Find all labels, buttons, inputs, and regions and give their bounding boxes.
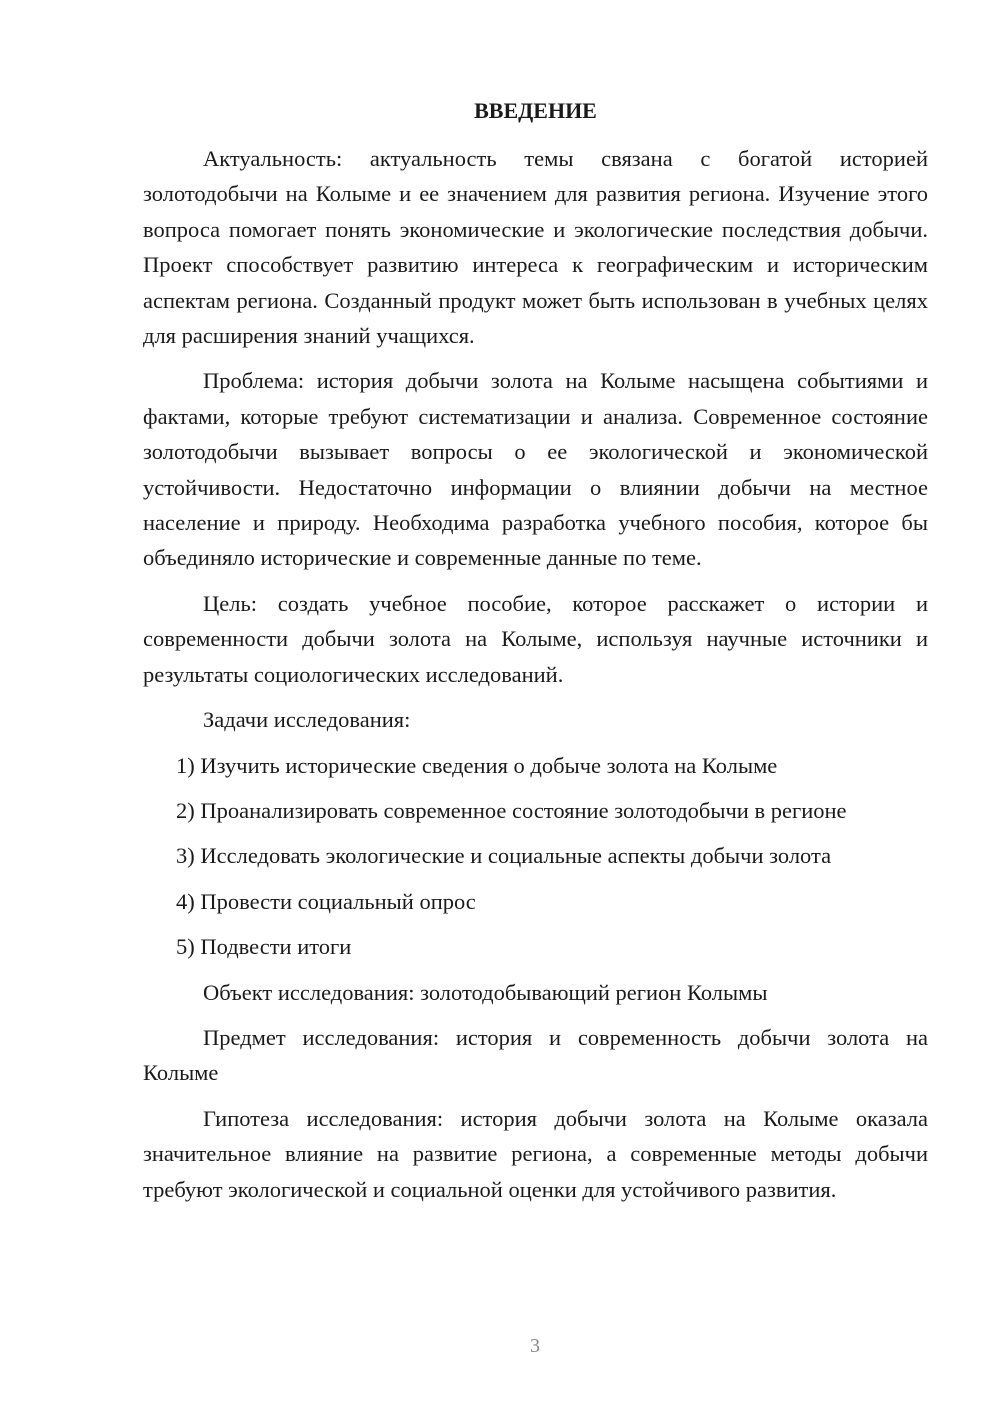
task-item: 4) Провести социальный опрос	[176, 888, 476, 914]
document-body	[143, 141, 928, 1217]
section-heading: ВВЕДЕНИЕ	[474, 98, 597, 123]
research-object-paragraph: Объект исследования: золотодобывающий регион Колымы	[203, 979, 768, 1005]
relevance-paragraph: Актуальность: актуальность темы связана с богатой историей золотодобычи на Колыме и ее значением для развития региона. Изучение этого вопроса помогает понять экономические и экологические последствия добычи. Проект способствует развитию интереса к географическим и историческим аспектам региона. Созданный продукт может быть использован в учебных целях для расширения знаний учащихся.	[143, 146, 928, 349]
tasks-intro: Задачи исследования:	[203, 707, 411, 733]
task-item: 2) Проанализировать современное состояние золотодобычи в регионе	[176, 797, 847, 823]
task-item: 5) Подвести итоги	[176, 934, 352, 960]
problem-paragraph: Проблема: история добычи золота на Колыме насыщена событиями и фактами, которые требуют систематизации и анализа. Современное состояние золотодобычи вызывает вопросы о ее экологической и экономической устойчивости. Недостаточно информации о влиянии добычи на местное население и природу. Необходима разработка учебного пособия, которое бы объединяло исторические и современные данные по теме.	[143, 368, 928, 571]
page-number: 3	[530, 1335, 540, 1357]
hypothesis-paragraph: Гипотеза исследования: история добычи золота на Колыме оказала значительное влияние на развитие региона, а современные методы добычи требуют экологической и социальной оценки для устойчивого развития.	[143, 1105, 928, 1202]
task-item: 1) Изучить исторические сведения о добыче золота на Колыме	[176, 752, 778, 778]
task-item: 3) Исследовать экологические и социальные аспекты добычи золота	[176, 843, 832, 869]
research-subject-paragraph: Предмет исследования: история и современность добычи золота на Колыме	[143, 1024, 928, 1086]
goal-paragraph: Цель: создать учебное пособие, которое расскажет о истории и современности добычи золота на Колыме, используя научные источники и результаты социологических исследований.	[143, 590, 928, 687]
